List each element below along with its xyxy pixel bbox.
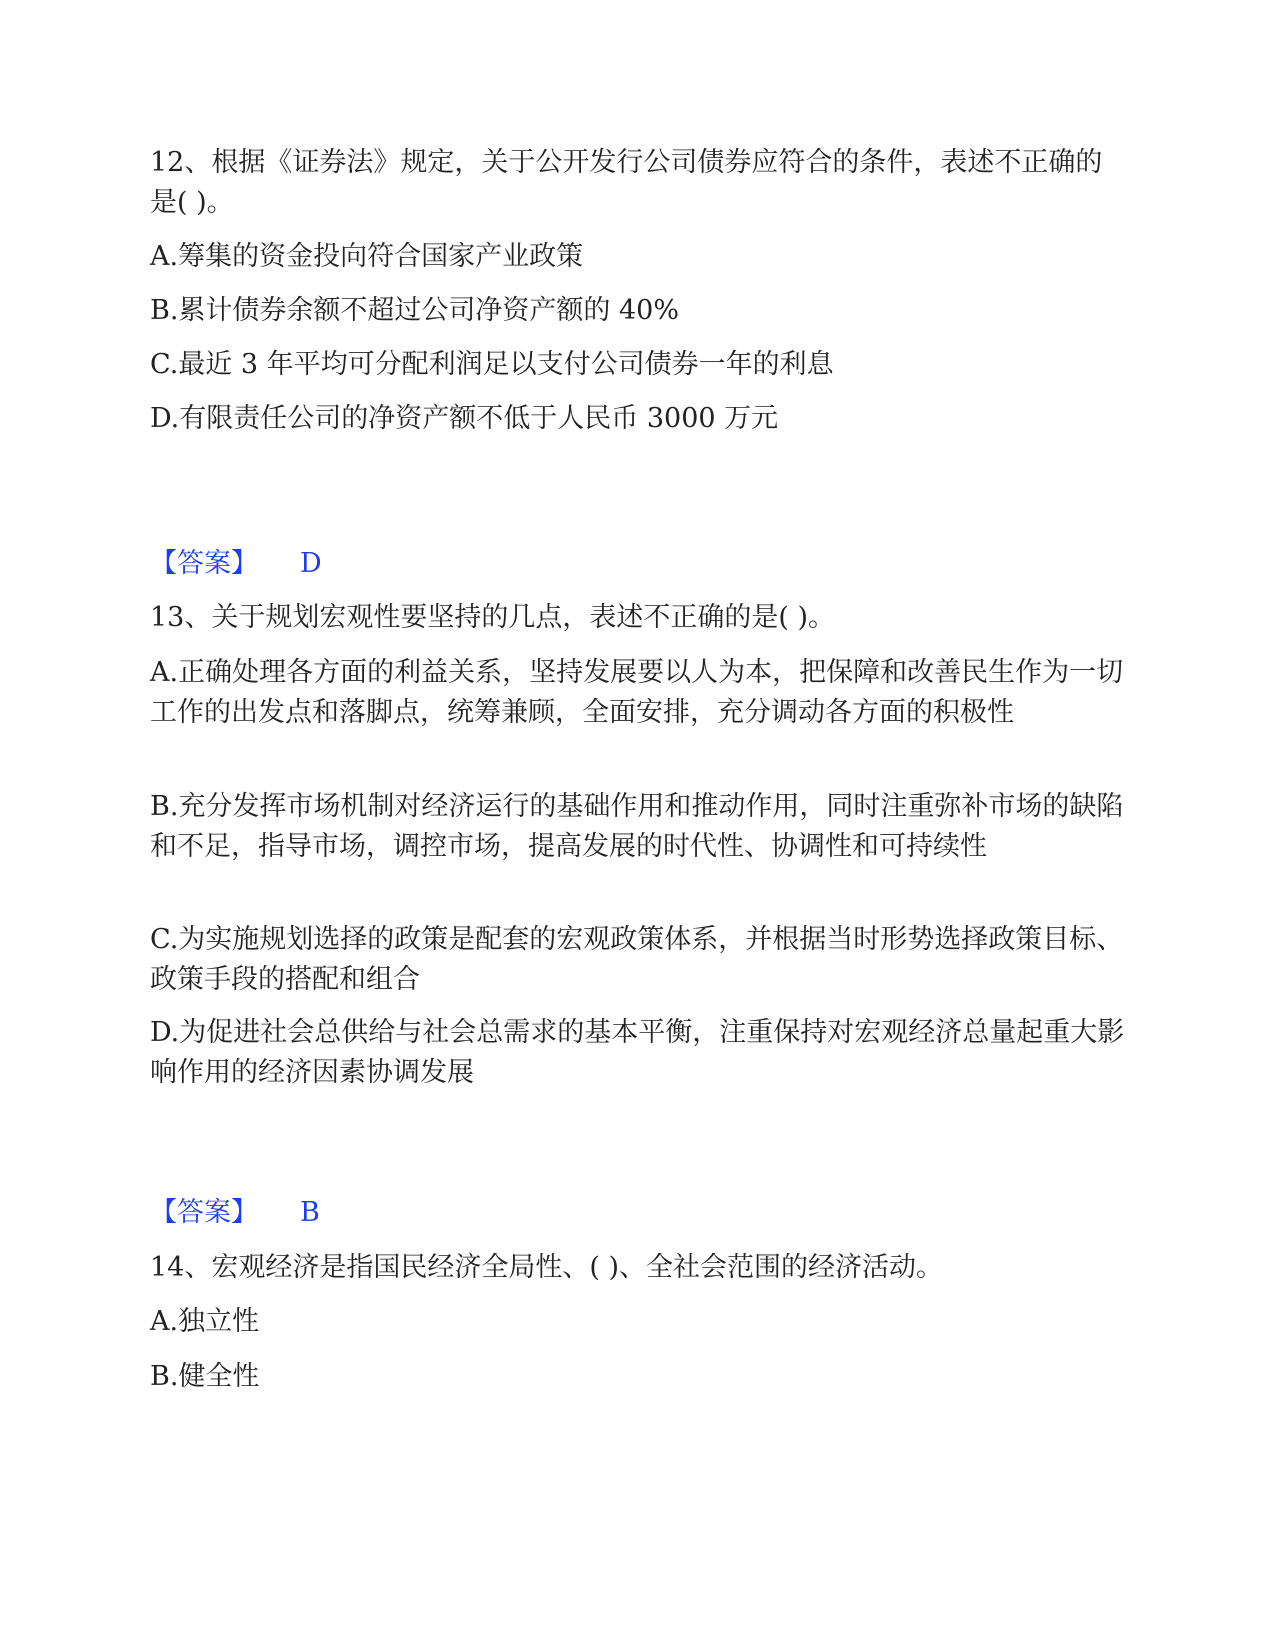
answer-label: 【答案】: [150, 1197, 258, 1228]
answer-value: D: [300, 548, 322, 579]
question-12-option-c: C.最近 3 年平均可分配利润足以支付公司债券一年的利息: [150, 349, 834, 380]
question-13-option-d: D.为促进社会总供给与社会总需求的基本平衡，注重保持对宏观经济总量起重大影响作用的经济因素协调发展: [150, 1017, 1125, 1088]
answer-value: B: [300, 1197, 320, 1228]
question-12-answer: [150, 544, 322, 584]
question-12-option-b: B.累计债券余额不超过公司净资产额的 40%: [150, 295, 680, 326]
question-14-option-a: A.独立性: [150, 1306, 260, 1337]
question-13-option-a: A.正确处理各方面的利益关系，坚持发展要以人为本，把保障和改善民生作为一切工作的出发点和落脚点，统筹兼顾，全面安排，充分调动各方面的积极性: [150, 657, 1124, 728]
question-13-option-b: B.充分发挥市场机制对经济运行的基础作用和推动作用，同时注重弥补市场的缺陷和不足，指导市场，调控市场，提高发展的时代性、协调性和可持续性: [150, 791, 1124, 862]
question-13-option-c: C.为实施规划选择的政策是配套的宏观政策体系，并根据当时形势选择政策目标、政策手段的搭配和组合: [150, 924, 1124, 995]
question-12-option-d: D.有限责任公司的净资产额不低于人民币 3000 万元: [150, 403, 779, 434]
answer-label: 【答案】: [150, 548, 258, 579]
question-14-stem: 14、宏观经济是指国民经济全局性、( )、全社会范围的经济活动。: [150, 1252, 944, 1283]
question-13-answer: [150, 1193, 320, 1233]
question-14-option-b: B.健全性: [150, 1361, 260, 1392]
question-12-option-a: A.筹集的资金投向符合国家产业政策: [150, 241, 584, 272]
document-page: [150, 0, 1125, 1650]
question-12-stem: 12、根据《证券法》规定，关于公开发行公司债券应符合的条件，表述不正确的是( )。: [150, 147, 1103, 218]
question-13-stem: 13、关于规划宏观性要坚持的几点，表述不正确的是( )。: [150, 602, 836, 633]
